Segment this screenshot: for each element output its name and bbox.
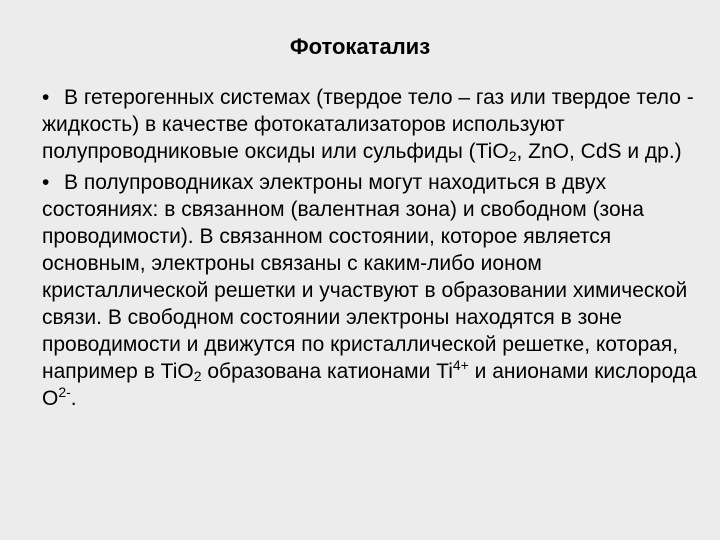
paragraph-1-text-end: , ZnO, CdS и др.) xyxy=(516,140,682,163)
paragraph-2-text-cont: образована катионами Ti xyxy=(201,360,453,383)
paragraph-1-text: В гетерогенных системах (твердое тело – газ или твердое тело - жидкость) в качестве фотокатализаторов используют полупроводниковые оксиды или сульфиды (TiO xyxy=(42,86,694,163)
slide-title: Фотокатализ xyxy=(289,34,431,59)
paragraph-2-text-cont2: и анионами кислорода O xyxy=(42,360,697,410)
bullet-marker: • xyxy=(42,171,50,194)
paragraph-2-text: В полупроводниках электроны могут находиться в двух состояниях: в связанном (валентная зона) и свободном (зона проводимости). В связанном состоянии, которое является основным, электроны связаны с каким-либо ионом кристаллической решетки и участвуют в образовании химической связи. В свободном состоянии электроны находятся в зоне проводимости и движутся по кристаллической решетке, которая, например в TiO xyxy=(42,171,688,383)
bullet-paragraph-2 xyxy=(42,169,702,412)
subscript: 2 xyxy=(508,148,517,164)
slide-content xyxy=(42,84,702,416)
subscript: 2 xyxy=(193,368,202,384)
paragraph-2-text-end: . xyxy=(70,387,77,410)
superscript: 2- xyxy=(58,384,71,400)
bullet-marker: • xyxy=(42,86,50,109)
bullet-paragraph-1 xyxy=(42,84,702,165)
superscript: 4+ xyxy=(452,357,469,373)
